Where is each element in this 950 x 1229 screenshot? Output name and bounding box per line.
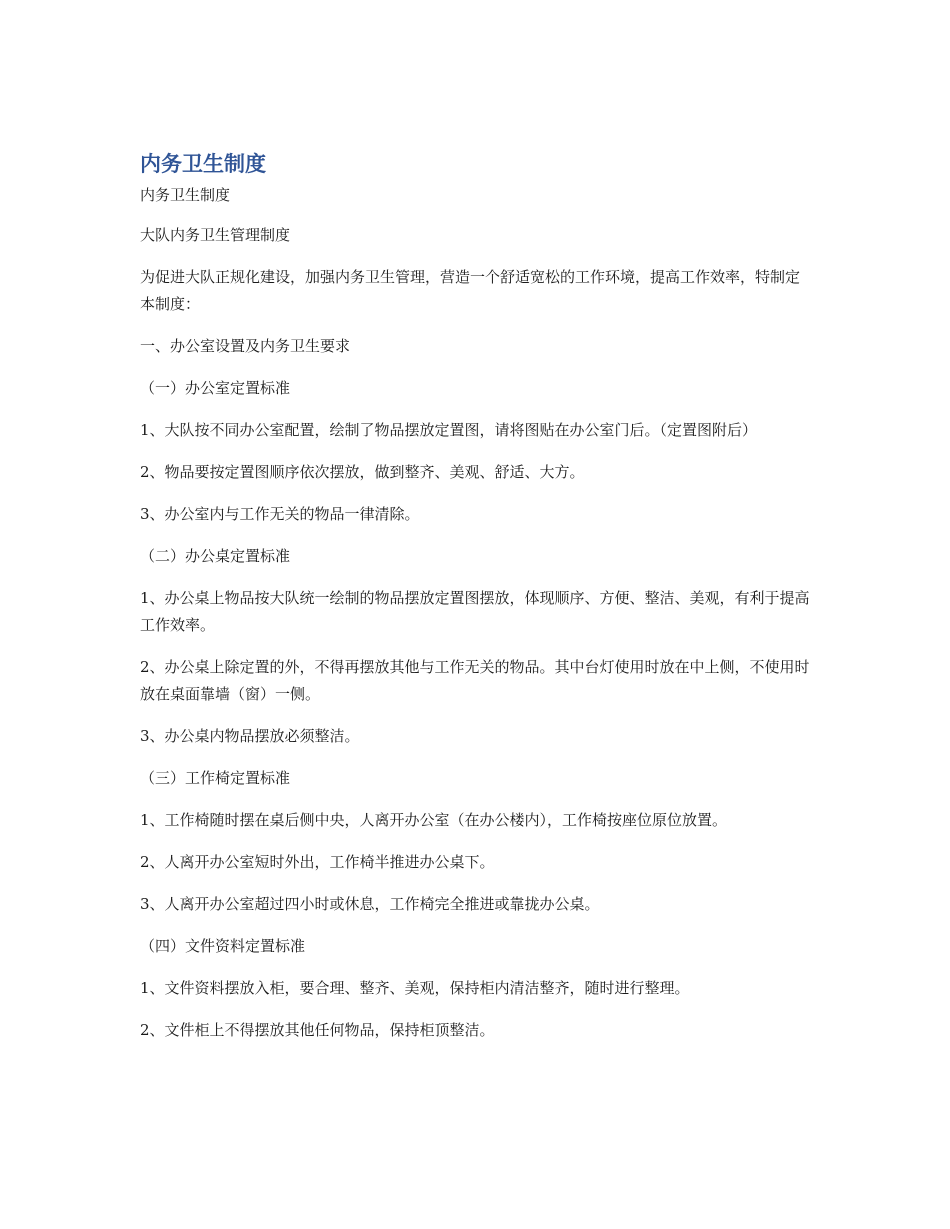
subsection-heading: （四）文件资料定置标准 [140,937,306,955]
list-item: 2、文件柜上不得摆放其他任何物品，保持柜顶整洁。 [140,1021,495,1039]
intro-paragraph: 为促进大队正规化建设，加强内务卫生管理，营造一个舒适宽松的工作环境，提高工作效率，特制定本制度： [140,268,801,313]
regulation-name: 大队内务卫生管理制度 [140,226,291,244]
list-item: 2、人离开办公室短时外出，工作椅半推进办公桌下。 [140,853,495,871]
section-heading: 一、办公室设置及内务卫生要求 [140,337,351,355]
document-page [140,150,812,1059]
list-item: 3、人离开办公室超过四小时或休息，工作椅完全推进或靠拢办公桌。 [140,895,600,913]
list-item: 1、工作椅随时摆在桌后侧中央，人离开办公室（在办公楼内），工作椅按座位原位放置。 [140,811,728,829]
list-item: 2、办公桌上除定置的外，不得再摆放其他与工作无关的物品。其中台灯使用时放在中上侧，不使用时放在桌面靠墙（窗）一侧。 [140,658,810,703]
subsection-heading: （二）办公桌定置标准 [140,547,291,565]
list-item: 3、办公室内与工作无关的物品一律清除。 [140,505,420,523]
list-item: 1、文件资料摆放入柜，要合理、整齐、美观，保持柜内清洁整齐，随时进行整理。 [140,979,690,997]
subsection-heading: （三）工作椅定置标准 [140,769,291,787]
list-item: 1、办公桌上物品按大队统一绘制的物品摆放定置图摆放，体现顺序、方便、整洁、美观，有利于提高工作效率。 [140,589,810,634]
list-item: 1、大队按不同办公室配置，绘制了物品摆放定置图，请将图贴在办公室门后。（定置图附后） [140,421,758,439]
subsection-heading: （一）办公室定置标准 [140,379,291,397]
document-subtitle: 内务卫生制度 [140,186,231,204]
document-title: 内务卫生制度 [140,152,266,176]
list-item: 2、物品要按定置图顺序依次摆放，做到整齐、美观、舒适、大方。 [140,463,585,481]
list-item: 3、办公桌内物品摆放必须整洁。 [140,727,360,745]
